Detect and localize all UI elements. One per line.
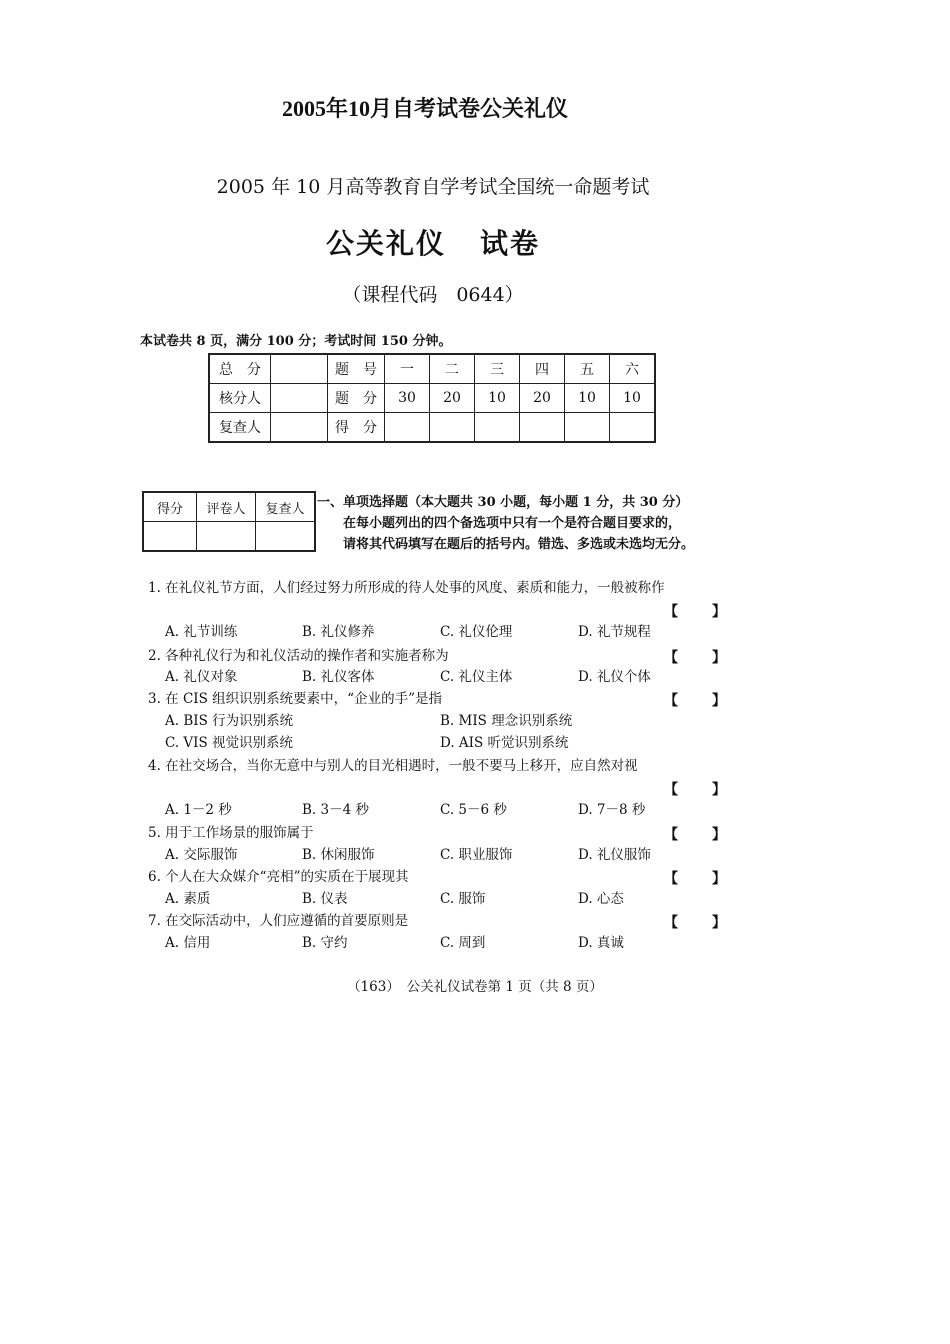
answer-option: B. 礼仪修养 xyxy=(302,624,375,640)
answer-option: A. BIS 行为识别系统 xyxy=(165,713,294,729)
bracket-open: 【 xyxy=(664,604,678,620)
score-cell xyxy=(430,413,475,443)
bracket-open: 【 xyxy=(664,871,678,887)
question-stem: 3. 在 CIS 组织识别系统要素中，“企业的手”是指 xyxy=(148,691,442,707)
answer-option: B. 休闲服饰 xyxy=(302,847,375,863)
score-cell: 10 xyxy=(565,384,610,413)
grader-header-cell: 评卷人 xyxy=(197,492,256,522)
answer-option: C. 礼仪伦理 xyxy=(440,624,513,640)
bracket-close: 】 xyxy=(712,871,726,887)
answer-option: D. 礼仪服饰 xyxy=(578,847,651,863)
score-cell: 一 xyxy=(385,354,430,384)
answer-option: C. 职业服饰 xyxy=(440,847,513,863)
score-cell: 得 分 xyxy=(328,413,385,443)
score-cell xyxy=(271,384,328,413)
answer-bracket xyxy=(664,912,726,932)
bracket-close: 】 xyxy=(712,915,726,931)
bracket-close: 】 xyxy=(712,782,726,798)
answer-option: B. MIS 理念识别系统 xyxy=(440,713,573,729)
bracket-close: 】 xyxy=(712,650,726,666)
score-cell: 二 xyxy=(430,354,475,384)
bracket-close: 】 xyxy=(712,693,726,709)
score-cell xyxy=(385,413,430,443)
page-footer: （163） 公关礼仪试卷第 1 页（共 8 页） xyxy=(347,979,603,995)
bracket-close: 】 xyxy=(712,604,726,620)
score-cell: 四 xyxy=(520,354,565,384)
score-cell xyxy=(520,413,565,443)
score-cell xyxy=(565,413,610,443)
bracket-open: 【 xyxy=(664,915,678,931)
grader-table xyxy=(142,491,316,552)
grader-blank-cell xyxy=(143,522,197,552)
score-cell xyxy=(610,413,656,443)
document-title: 2005年10月自考试卷公关礼仪 xyxy=(281,96,568,121)
exam-name: 2005 年 10 月高等教育自学考试全国统一命题考试 xyxy=(216,176,650,198)
grader-header-cell: 得分 xyxy=(143,492,197,522)
score-cell: 五 xyxy=(565,354,610,384)
answer-option: B. 守约 xyxy=(302,935,348,951)
score-cell: 20 xyxy=(430,384,475,413)
question-stem: 4. 在社交场合，当你无意中与别人的目光相遇时，一般不要马上移开，应自然对视 xyxy=(148,758,638,774)
answer-option: B. 仪表 xyxy=(302,891,348,907)
question-stem: 5. 用于工作场景的服饰属于 xyxy=(148,825,314,841)
answer-option: D. 礼节规程 xyxy=(578,624,651,640)
answer-option: A. 交际服饰 xyxy=(165,847,238,863)
bracket-close: 】 xyxy=(712,827,726,843)
answer-option: D. 礼仪个体 xyxy=(578,669,651,685)
answer-bracket xyxy=(664,690,726,710)
answer-option: A. 1－2 秒 xyxy=(165,802,232,818)
score-cell xyxy=(475,413,520,443)
bracket-open: 【 xyxy=(664,650,678,666)
score-row-points xyxy=(209,384,655,413)
answer-bracket xyxy=(664,601,726,621)
answer-bracket xyxy=(664,868,726,888)
answer-option: C. 5－6 秒 xyxy=(440,802,507,818)
answer-option: D. 真诚 xyxy=(578,935,624,951)
answer-option: A. 素质 xyxy=(165,891,211,907)
answer-option: B. 礼仪客体 xyxy=(302,669,375,685)
grader-header-cell: 复查人 xyxy=(256,492,316,522)
score-cell: 30 xyxy=(385,384,430,413)
bracket-open: 【 xyxy=(664,782,678,798)
answer-option: D. 7－8 秒 xyxy=(578,802,646,818)
section-instructions xyxy=(317,492,694,555)
answer-option: C. 周到 xyxy=(440,935,486,951)
course-code: （课程代码 0644） xyxy=(342,284,524,306)
score-table xyxy=(208,353,656,443)
exam-meta: 本试卷共 8 页，满分 100 分；考试时间 150 分钟。 xyxy=(140,334,452,349)
paper-title-subject: 公关礼仪 xyxy=(325,227,446,260)
score-cell: 10 xyxy=(610,384,656,413)
section-instruction-line: 在每小题列出的四个备选项中只有一个是符合题目要求的， xyxy=(343,516,682,531)
answer-bracket xyxy=(664,779,726,799)
score-cell xyxy=(271,354,328,384)
score-row-earned xyxy=(209,413,655,443)
grader-blank-cell xyxy=(256,522,316,552)
score-cell: 复查人 xyxy=(209,413,271,443)
question-stem: 6. 个人在大众媒介“亮相”的实质在于展现其 xyxy=(148,869,409,885)
grader-header-row xyxy=(143,492,315,522)
answer-option: C. VIS 视觉识别系统 xyxy=(165,735,294,751)
score-cell: 20 xyxy=(520,384,565,413)
answer-option: A. 礼节训练 xyxy=(165,624,238,640)
score-cell: 题 分 xyxy=(328,384,385,413)
score-cell: 核分人 xyxy=(209,384,271,413)
answer-bracket xyxy=(664,647,726,667)
question-stem: 1. 在礼仪礼节方面，人们经过努力所形成的待人处事的风度、素质和能力，一般被称作 xyxy=(148,580,665,596)
bracket-open: 【 xyxy=(664,693,678,709)
score-cell xyxy=(271,413,328,443)
answer-option: B. 3－4 秒 xyxy=(302,802,369,818)
paper-title xyxy=(0,222,866,262)
score-cell: 10 xyxy=(475,384,520,413)
grader-blank-cell xyxy=(197,522,256,552)
answer-option: D. AIS 听觉识别系统 xyxy=(440,735,569,751)
answer-bracket xyxy=(664,824,726,844)
paper-title-label: 试卷 xyxy=(480,227,541,260)
score-cell: 总 分 xyxy=(209,354,271,384)
answer-option: A. 礼仪对象 xyxy=(165,669,238,685)
section-title: 一、单项选择题（本大题共 30 小题，每小题 1 分，共 30 分） xyxy=(317,495,689,510)
score-cell: 三 xyxy=(475,354,520,384)
score-cell: 题 号 xyxy=(328,354,385,384)
score-cell: 六 xyxy=(610,354,656,384)
question-stem: 7. 在交际活动中，人们应遵循的首要原则是 xyxy=(148,913,409,929)
grader-blank-row xyxy=(143,522,315,552)
question-stem: 2. 各种礼仪行为和礼仪活动的操作者和实施者称为 xyxy=(148,648,449,664)
score-row-header xyxy=(209,354,655,384)
answer-option: C. 服饰 xyxy=(440,891,486,907)
answer-option: C. 礼仪主体 xyxy=(440,669,513,685)
section-instruction-line: 请将其代码填写在题后的括号内。错选、多选或未选均无分。 xyxy=(343,537,695,552)
answer-option: A. 信用 xyxy=(165,935,211,951)
bracket-open: 【 xyxy=(664,827,678,843)
answer-option: D. 心态 xyxy=(578,891,624,907)
